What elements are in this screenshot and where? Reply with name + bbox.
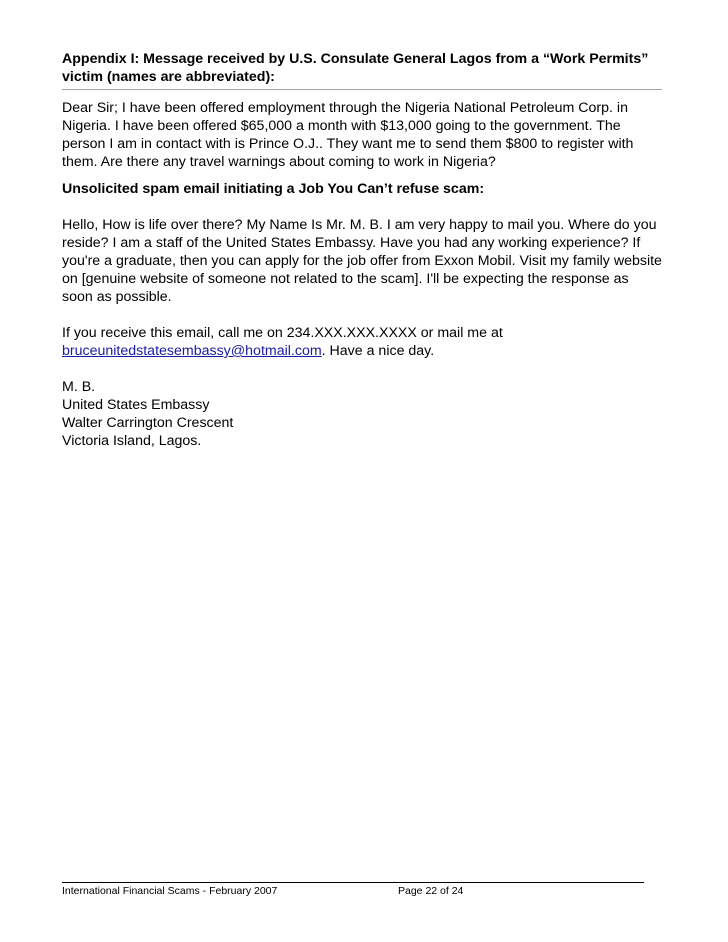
page-content (62, 50, 662, 450)
spam-body: Hello, How is life over there? My Name Is Mr. M. B. I am very happy to mail you. Where do you reside? I am a staff of the United States Embassy. Have you had any working experience? If you're a graduate, then you can apply for the job offer from Exxon Mobil. Visit my family website on [genuine website of someone not related to the scam]. I'll be expecting the response as soon as possible. (62, 217, 662, 305)
victim-message: Dear Sir; I have been offered employment through the Nigeria National Petroleum Corp. in Nigeria. I have been offered $65,000 a month with $13,000 going to the government. The person I am in contact with is Prince O.J.. They want me to send them $800 to register with them. Are there any travel warnings about coming to work in Nigeria? (62, 100, 634, 170)
signature-block (62, 378, 662, 450)
page-footer (62, 882, 644, 897)
email-link[interactable]: bruceunitedstatesembassy@hotmail.com (62, 343, 322, 359)
signature-line3: Victoria Island, Lagos. (62, 433, 202, 449)
signature-line1: United States Embassy (62, 397, 210, 413)
appendix-heading: Appendix I: Message received by U.S. Consulate General Lagos from a “Work Permits” victim (names are abbreviated): (62, 50, 662, 90)
footer-title: International Financial Scams - February 2007 (62, 885, 278, 897)
page-number: Page 22 of 24 (398, 885, 464, 897)
signature-name: M. B. (62, 379, 96, 395)
contact-prefix: If you receive this email, call me on 234.XXX.XXX.XXXX or mail me at (62, 325, 503, 341)
spam-contact (62, 324, 662, 360)
signature-line2: Walter Carrington Crescent (62, 415, 234, 431)
spam-heading: Unsolicited spam email initiating a Job You Can’t refuse scam: (62, 181, 485, 197)
contact-suffix: . Have a nice day. (321, 343, 435, 359)
